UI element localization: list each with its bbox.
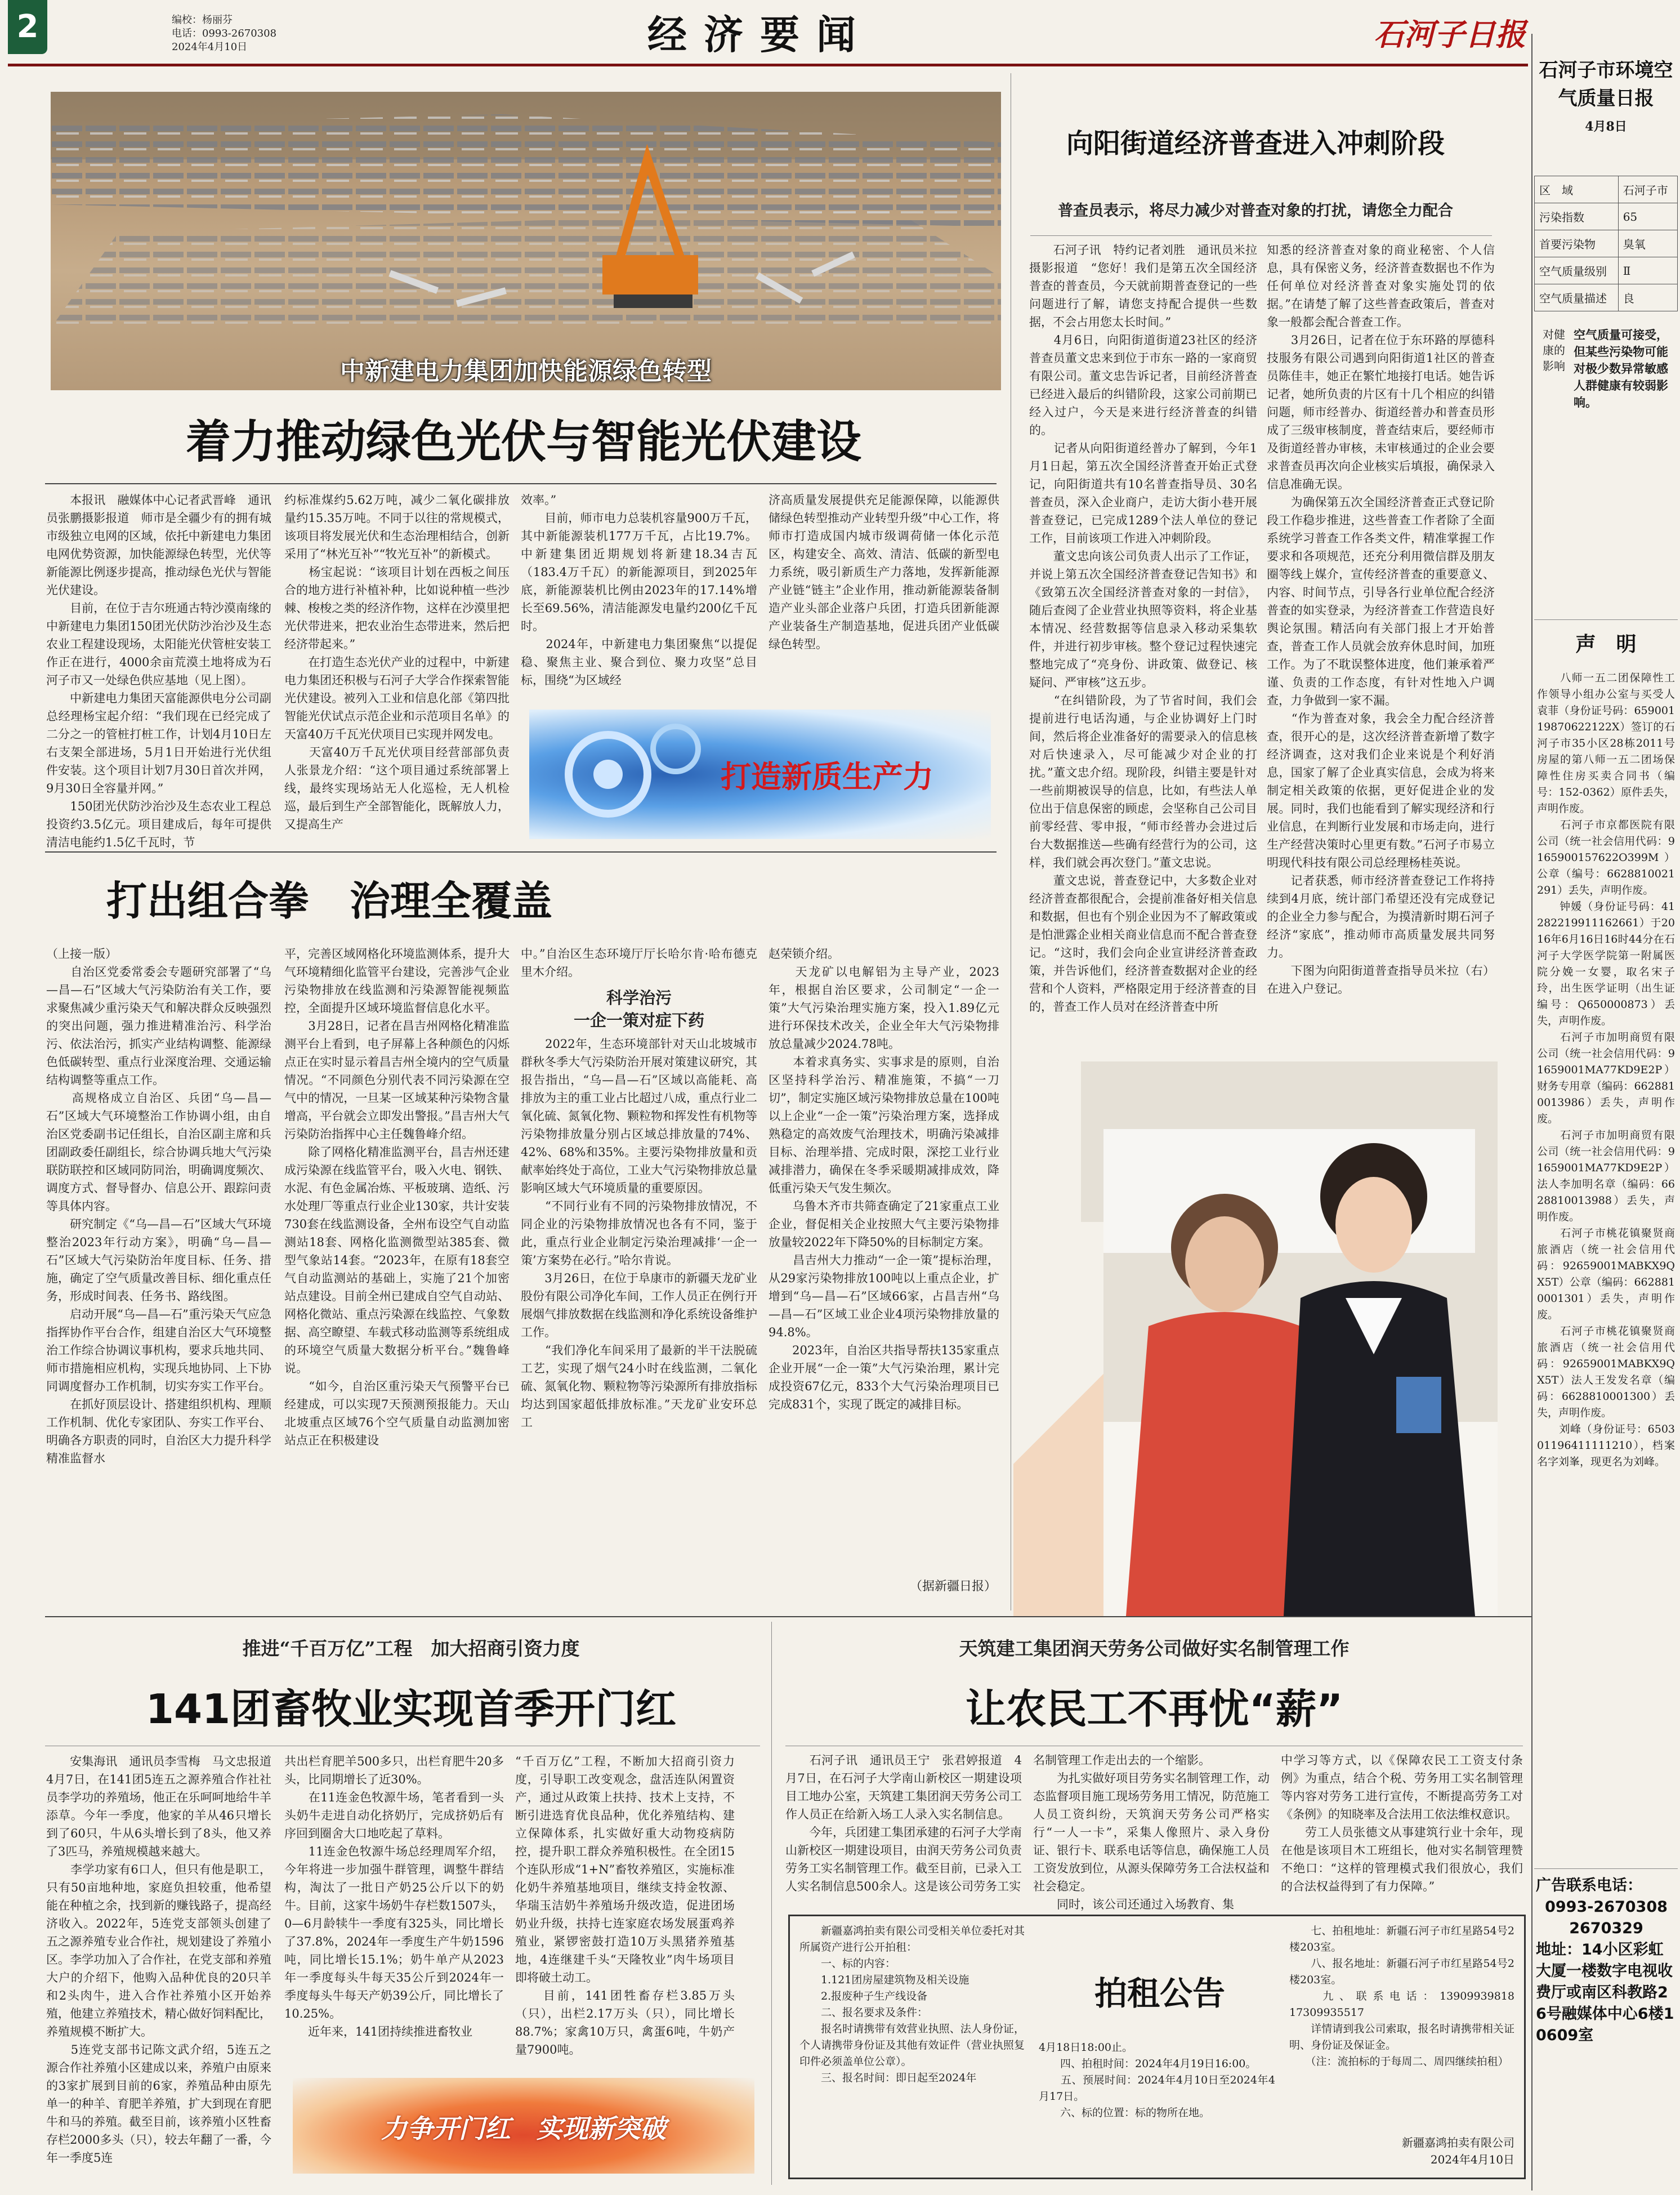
air-quality-table <box>1534 176 1678 311</box>
health-impact-label: 对健康的影响 <box>1543 328 1565 373</box>
ad-label: 广告联系电话： <box>1536 1877 1642 1894</box>
solar-construction-photo <box>51 92 1001 390</box>
auction-col1: 新疆嘉鸿拍卖有限公司受相关单位委托对其所属资产进行公开拍租： 一、标的内容： 1.121团房屋建筑物及相关设施 2.报废种子生产线设备 二、报名要求及条件： 报名时请携带有效营业执照、法人身份证，个人请携带身份证及其他有效证件（营业执照复印件必须盖单位公章）。 三、报名时间：即日起至2024年 <box>799 1925 1025 2084</box>
aq-label: 空气质量级别 <box>1535 257 1619 284</box>
article-census-col1: 石河子讯 特约记者刘胜 通讯员米拉摄影报道 “您好！我们是第五次全国经济普查的普查员，今天就前期普查登记的一些问题进行了解，请您支持配合提供一些数据，不会占用您太长时间。” 4月6日，向阳街道街道23社区的经济普查员董文忠来到位于市东一路的一家商贸有限公司。董文忠告诉记者，目前经济普查已经进入最后的纠错阶段，这家公司前期已经入过户，今天是来进行经济普查的纠错的。 记者从向阳街道经普办了解到，今年1月1日起，第五次全国经济普查开始正式登记，向阳街道共有10名普查指导员、30名普查员，深入企业商户，走访大街小巷开展普查登记，已完成1289个法人单位的登记工作，目前该项工作进入冲刺阶段。 董文忠向该公司负责人出示了工作证，并说上第五次全国经济普查登记告知书》和《致第五次全国经济普查对象的一封信》，随后查阅了企业营业执照等资料，将企业基本情况、经营数据等信息录入移动采集软件，并进行初步审核。整个登记过程快速完整地完成了“亮身份、讲政策、做登记、核疑问、严审核”这五步。 “在纠错阶段，为了节省时间，我们会提前进行电话沟通，与企业协调好上门时间，然后将企业准备好的需要录入的信息核对后快速录入，尽可能减少对企业的打扰。”董文忠介绍。现阶段，纠错主要是针对一些前期被误导的信息，比如，有些法人单位出于信息保密的顾虑，会坚称自己公司目前零经营、零申报，“师市经普办会进过后台大数据推送—些确有经营行为的公司，这样，我们就会再次登门。”董文忠说。 董文忠说，普查登记中，大多数企业对经济普查都很配合，会提前准备好相关信息和数据，但也有个别企业因为不了解政策或是怕泄露企业相关商业信息而不配合普查登记。“这时，我们会向企业宣讲经济普查政策，并告诉他们，经济普查数据对企业的经营和个人资料，严格限定用于经济普查的目的，普查工作人员对在经济普查中所 <box>1029 243 1257 1014</box>
divider <box>1534 619 1678 620</box>
article-pollution-col4: 赵荣锁介绍。 天龙矿以电解铝为主导产业，2023年，根据自治区要求，公司制定“一企一策”大气污染治理实施方案，投入1.89亿元进行环保技术改关，企业全年大气污染物排放总量减少2024.78吨。 本着求真务实、实事求是的原则，自治区坚持科学治污、精准施策，不搞“一刀切”，制定实施区域污染物排放总量在100吨以上企业“一企一策”污染治理方案，选择成熟稳定的高效废气治理技术，明确污染减排目标、治理举措、完成时限，深挖工业行业减排潜力，确保在冬季采暖期减排成效，降低重污染天气发生频次。 乌鲁木齐市共筛查确定了21家重点工业企业，督促相关企业按照大气主要污染物排放量较2022年下降50%的目标制定方案。 昌吉州大力推动“一企一策”提标治理，从29家污染物排放100吨以上重点企业，扩增到“乌—昌—石”区域66家，占昌吉州“乌—昌—石”区域工业企业4项污染物排放量的94.8%。 2023年，自治区共指导帮扶135家重点企业开展“一企一策”大气污染治理，累计完成投资67亿元，833个大气污染治理项目已完成831个，实现了既定的减排目标。 <box>768 947 999 1411</box>
article-pollution-col3: 中。”自治区生态环境厅厅长哈尔肯·哈布德克里木介绍。 2022年，生态环境部针对天山北坡城市群秋冬季大气污染防治开展对策建议研究，其报告指出，“乌—昌—石”区域以高能耗、高排放为主的重工业占比超过八成，重点行业二氧化硫、氮氧化物、颗粒物和挥发性有机物等污染物排放量分别占区域总排放量的74%、42%、68%和35%。主要污染物排放量和贡献率始终处于高位，工业大气污染物排放总量影响区域大气环境质量的重要原因。 “不同行业有不同的污染物排放情况，不同企业的污染物排放情况也各有不同，鉴于此，重点行业企业制定污染治理减排‘一企一策’方案势在必行。”哈尔肯说。 3月26日，在位于阜康市的新疆天龙矿业股份有限公司净化车间，工作人员正在例行开展烟气排放数据在线监测和净化系统设备维护工作。 “我们净化车间采用了最新的半干法脱硫工艺，实现了烟气24小时在线监测，二氧化硫、氮氧化物、颗粒物等污染源所有排放指标均达到国家超低排放标准。”天龙矿业安环总工 <box>521 947 757 1429</box>
aq-label: 首要污染物 <box>1535 230 1619 257</box>
subhead-line1: 科学治污 <box>606 988 672 1007</box>
paper-logo: 石河子日报 <box>1374 16 1526 52</box>
article-livestock-col1: 安集海讯 通讯员李雪梅 马文忠报道 4月7日，在141团5连五之源养殖合作社社员李学功的养殖场，他正在乐呵呵地给牛羊添草。今年一季度，他家的羊从46只增长到了60只，牛从6头增长到了8头，他又养了3匹马，养殖规模越来越大。 李学功家有6口人，但只有他是职工，只有50亩地种地，家庭负担较重，他希望能在种植之余，找到新的赚钱路子，提高经济收入。2022年，5连党支部领头创建了五之源养殖专业合作社，规划建设了养殖小区。李学功加入了合作社，在党支部和养殖大户的介绍下，他购入品种优良的20只羊和2头肉牛，进入合作社养殖小区开始养殖，他建立养殖技术，精心做好饲料配比，养殖规模不断扩大。 5连党支部书记陈文武介绍，5连五之源合作社养殖小区建成以来，养殖户由原来的3家扩展到目前的6家，养殖品种由原先单一的种羊、育肥羊养殖，扩大到现在育肥牛和马的养殖。截至目前，该养殖小区牲畜存栏2000多头（只），较去年翻了一番，今年一季度5连 <box>46 1755 271 2165</box>
ad-contact <box>1536 1875 1677 2046</box>
aq-label: 区 域 <box>1535 176 1619 203</box>
article-livestock-col2: 共出栏育肥羊500多只，出栏育肥牛20多头，比同期增长了近30%。 在11连金色牧源牛场，笔者看到一头头奶牛走进自动化挤奶厅，完成挤奶后有序回到圈舍大口地吃起了草料。 11连金色牧源牛场总经理周军介绍，今年将进一步加强牛群管理，调整牛群结构，淘汰了一批日产奶25公斤以下的奶牛。目前，这家牛场奶牛存栏数1507头，0—6月龄犊牛一季度有325头，同比增长了37.8%，2024年一季度生产牛奶1596吨，同比增长15.1%；奶牛单产从2023年一季度每头牛每天35公斤到2024年一季度每头牛每天产奶39公斤，同比增长了10.25%。 近年来，141团持续推进畜牧业 <box>284 1755 504 2038</box>
article-solar-title: 着力推动绿色光伏与智能光伏建设 <box>186 416 861 468</box>
auction-title: 拍租公告 <box>1094 1974 1225 2013</box>
subhead-line2: 一企一策对症下药 <box>573 1011 704 1030</box>
page-number: 2 <box>8 0 47 54</box>
article-wage-col1: 石河子讯 通讯员王宁 张君婷报道 4月7日，在石河子大学南山新校区一期建设项目工地办公室，天筑建工集团润天劳务公司工作人员正在给新入场工人录入实名制信息。 今年，兵团建工集团承建的石河子大学南山新校区一期建设项目，由润天劳务公司负责劳务工实名制管理工作。截至目前，已录入工人实名制信息500余人。这是该公司劳务工实 <box>785 1754 1022 1893</box>
photo-caption: 中新建电力集团加快能源绿色转型 <box>340 357 712 386</box>
aq-row-pollutant <box>1535 230 1678 257</box>
aq-row-level <box>1535 257 1678 284</box>
ad-phone2: 2670329 <box>1569 1920 1643 1937</box>
census-photo <box>1081 1061 1498 1616</box>
article-wage-col3: 中学习等方式，以《保障农民工工资支付条例》为重点，结合个税、劳务用工实名制管理等内容对劳务工进行宣传，不断提高劳务工对《条例》的知晓率及合法用工依法维权意识。 劳工人员张德文从事建筑行业十余年，现在他是该项目木工班组长，他对实名制管理赞不绝口：“这样的管理模式我们很放心，我们的合法权益得到了有力保障。” <box>1281 1754 1523 1893</box>
declaration-title: 声 明 <box>1575 633 1637 656</box>
ad-address: 地址：14小区彩虹大厦一楼数字电视收费厅或南区科教路26号融媒体中心6楼10609室 <box>1536 1941 1674 2044</box>
column-rule <box>771 1622 772 2185</box>
aq-row-region <box>1535 176 1678 203</box>
article-census-col2: 知悉的经济普查对象的商业秘密、个人信息，具有保密义务，经济普查数据也不作为任何单位对经济普查对象实施处罚的依据。”在请楚了解了这些普查政策后，普查对象一般都会配合普查工作。 3月26日，记者在位于东环路的厚德科技服务有限公司遇到向阳街道1社区的普查员陈佳丰，她正在繁忙地接打电话。她告诉记者，她所负责的片区有十几个相应的纠错问题，师市经普办、街道经普办和普查员形成了三级审核制度，普查结束后，要经师市及街道经普办审核，未审核通过的企业会要求普查员再次向企业核实后填报，确保录入信息准确无误。 为确保第五次全国经济普查正式登记阶段工作稳步推进，这些普查工作者除了全面系统学习普查工作各类文件，精准掌握工作要求和各项规范，还充分利用微信群及朋友圈等线上媒介，宣传经济普查的重要意义、内容、时间节点，引导各行业单位配合经济普查的如实登录，为经济普查工作营造良好舆论氛围。精活向有关部门报上才开始普查，普查工作人员就会放弃休息时间，加班工作。为了不耽误整体进度，他们兼承着严谨、负责的工作态度，有针对性地入户调查，力争做到一家不漏。 “作为普查对象，我会全力配合经济普查，很开心的是，这次经济普查新增了数字经济调查，这对我们企业来说是个利好消息，国家了解了企业真实信息，会成为将来制定相关政策的依据，更好促进企业的发展。同时，我们也能看到了解实现经济和行业信息，在判断行业发展和市场走向，进行生产经营决策时心里更有数。”石河子市易立明现代科技有限公司总经理杨桂英说。 记者获悉，师市经济普查登记工作将持续到4月底，统计部门希望还没有完成登记的企业全力参与配合，为摸清新时期石河子经济“家底”，推动师市高质量发展共同努力。 下图为向阳街道普查指导员米拉（右）在进入户登记。 <box>1267 243 1495 996</box>
aq-label: 空气质量描述 <box>1535 284 1619 311</box>
editor-phone: 电话：0993-2670308 <box>172 28 277 39</box>
divider <box>45 483 997 484</box>
article-livestock-title: 141团畜牧业实现首季开门红 <box>145 1685 677 1733</box>
aq-label: 污染指数 <box>1535 203 1619 230</box>
aq-row-description <box>1535 284 1678 311</box>
divider <box>1534 1868 1678 1869</box>
article-solar-col2: 约标准煤约5.62万吨，减少二氧化碳排放量约15.35万吨。不同于以往的常规模式，该项目将发展光伏和生态治理相结合，创新采用了“林光互补”“牧光互补”的新模式。 杨宝起说：“该项目计划在西板之间压合的地方进行补植补种，比如说种植一些沙棘、梭梭之类的经济作物，这样在沙漠里把光伏带进来，把农业治生态带进来，然后把经济带起来。” 在打造生态光伏产业的过程中，中新建电力集团还积极与石河子大学合作探索智能光伏建设。被列入工业和信息化部《第四批智能光伏试点示范企业和示范项目名单》的天富40万千瓦光伏项目已实现并网发电。 天富40万千瓦光伏项目经营部部负责人张景龙介绍：“这个项目通过系统部署上线，最终实现场站无人化巡检，无人机检巡，最后到生产全部智能化，既解放人力，又提高生产 <box>284 493 510 831</box>
article-source: （据新疆日报） <box>909 1580 997 1594</box>
photo-illustration <box>51 92 1001 390</box>
auction-company: 新疆嘉鸿拍卖有限公司 <box>1402 2136 1514 2149</box>
article-census-subtitle: 普查员表示，将尽力减少对普查对象的打扰，请您全力配合 <box>1058 202 1453 220</box>
section-title: 经济要闻 <box>647 12 873 58</box>
article-wage-kicker: 天筑建工集团润天劳务公司做好实名制管理工作 <box>959 1638 1350 1659</box>
article-livestock-col3: “千百万亿”工程，不断加大招商引资力度，引导职工改变观念，盘活连队闲置资产，通过从政策上扶持、技术上支持，不断引进选育优良品种，优化养殖结构、建立保障体系，扎实做好重大动物疫病防控，提升职工群众养殖积极性。在全团15个连队形成“1+N”畜牧养殖区，实施标准化奶牛养殖基地项目，继续支持金牧源、华瑞玉洁奶牛养殖场升级改造，促进团场奶业升级，扶持七连家庭农场发展蛋鸡养殖业，紧锣密鼓打造10万头黑猪养殖基地，4连继建千头“天隆牧业”肉牛场项目即将破土动工。 目前，141团牲畜存栏3.85万头（只），出栏2.17万头（只），同比增长88.7%；家禽10万只，禽蛋6吨，牛奶产量7900吨。 <box>515 1755 735 2056</box>
aq-value: 65 <box>1618 203 1677 230</box>
slogan-text: 力争开门红 实现新突破 <box>381 2113 666 2144</box>
editor-info <box>172 14 318 54</box>
auction-signature <box>1289 2134 1514 2168</box>
pollution-subhead <box>521 987 757 1032</box>
issue-date: 2024年4月10日 <box>172 41 248 53</box>
banner-text: 打造新质生产力 <box>721 759 933 795</box>
divider <box>45 851 997 853</box>
divider <box>1030 235 1492 236</box>
article-solar-col3: 效率。” 目前，师市电力总装机容量900万千瓦，其中新能源装机177万千瓦，占比19.7%。中新建集团近期规划将新建18.34吉瓦（183.4万千瓦）的新能源项目，到2025年底，新能源装机比例由2023年的17.14%增长至69.56%，清洁能源发电量约200亿千瓦时。 2024年，中新建电力集团聚焦“以提促稳、聚焦主业、聚合到位、聚力攻坚”总目标，围绕“为区域经 <box>521 493 757 687</box>
auction-col2: 4月18日18:00止。 四、拍租时间：2024年4月19日16:00。 五、预展时间：2024年4月10日至2024年4月17日。 六、标的位置：标的物所在地。 <box>1039 2041 1275 2119</box>
article-solar-col1: 本报讯 融媒体中心记者武晋峰 通讯员张鹏摄影报道 师市是全疆少有的拥有城市级独立电网的区域，依托中新建电力集团电网优势资源，加快能源绿色转型，光伏等新能源比例逐步提高，推动绿色光伏与智能光伏建设。 目前，在位于吉尔班通古特沙漠南缘的中新建电力集团150团光伏防沙治沙及生态农业工程建设现场，太阳能光伏管桩安装工作正在进行，4000余亩荒漠土地将成为石河子市又一处绿色供应基地（见上图）。 中新建电力集团天富能源供电分公司副总经理杨宝起介绍：“我们现在已经完成了二分之一的管桩打桩工作，计划4月10日左右支架全部进场，5月1日开始进行光伏组件安装。这个项目计划7月30日首次并网，9月30日全容量并网。” 150团光伏防沙治沙及生态农业工程总投资约3.5亿元。项目建成后，每年可提供清洁电能约1.5亿千瓦时，节 <box>46 493 271 849</box>
article-census-title: 向阳街道经济普查进入冲刺阶段 <box>1066 128 1445 159</box>
aq-value: 臭氧 <box>1618 230 1677 257</box>
slogan-banner <box>293 2078 754 2174</box>
declaration-text: 八师一五二团保障性工作领导小组办公室与买受人袁菲（身份证号码：65900119870622122X）签订的石河子市35小区28栋2011号房屋的第八师一五二团场保障性住房买卖合同书（编号：152-0362）原件丢失，声明作废。 石河子市京都医院有限公司（统一社会信用代码：9165900157622O399M）公章（编号：6628810021291）丢失，声明作废。 钟媛（身份证号码：41282219911162661）于2016年6月16日16时44分在石河子大学医学院第一附属医院分娩一女婴，取名宋子玲，出生医学证明（出生证编号：Q650000873）丢失，声明作废。 石河子市加明商贸有限公司（统一社会信用代码：91659001MA77KD9E2P）财务专用章（编码：6628810013986）丢失，声明作废。 石河子市加明商贸有限公司（统一社会信用代码：91659001MA77KD9E2P）法人李加明名章（编码：6628810013988）丢失，声明作废。 石河子市桃花镇聚贤商旅酒店（统一社会信用代码：92659001MABKX9QX5T）公章（编码：6628810001301）丢失，声明作废。 石河子市桃花镇聚贤商旅酒店（统一社会信用代码：92659001MABKX9QX5T）法人王发发名章（编码：6628810001300）丢失，声明作废。 刘峰（身份证号：650301196411111210），档案名字刘峯，现更名为刘峰。 <box>1537 672 1675 1468</box>
air-quality-date: 4月8日 <box>1585 119 1627 134</box>
ad-phone1: 0993-2670308 <box>1545 1898 1668 1916</box>
census-photo-illustration <box>1081 1061 1498 1616</box>
aq-value: 石河子市 <box>1618 176 1677 203</box>
census-bg-triangle <box>1013 1222 1103 1616</box>
divider <box>45 1616 1531 1617</box>
auction-date: 2024年4月10日 <box>1430 2153 1514 2166</box>
article-pollution-title: 打出组合拳 治理全覆盖 <box>106 877 552 925</box>
article-solar-col4: 济高质量发展提供充足能源保障，以能源供储绿色转型推动产业转型升级”中心工作，将师市打造成国内城市级调荷储一体化示范区，构建安全、高效、清洁、低碳的新型电力系统，吸引新质生产力落地，发挥新能源产业链“链主”企业作用，推动新能源装备制造产业头部企业落户兵团，打造兵团新能源产业装备生产制造基地，促进兵团产业低碳绿色转型。 <box>768 493 999 651</box>
aq-row-index <box>1535 203 1678 230</box>
article-pollution-col1: （上接一版） 自治区党委常委会专题研究部署了“乌—昌—石”区域大气污染防治有关工作，要求聚焦减少重污染天气和解决群众反映强烈的突出问题，强力推进精准治污、科学治污、依法治污，抓实产业结构调整、能源绿色低碳转型、重点行业深度治理、交通运输结构调整等重点工作。 高规格成立自治区、兵团“乌—昌—石”区域大气环境整治工作协调小组，由自治区党委副书记任组长，自治区副主席和兵团副政委任副组长，综合协调兵地大气污染联防联控和区域同防同治，明确调度频次、调度方式、督导督办、信息公开、跟踪问责等具体内容。 研究制定《“乌—昌—石”区域大气环境整治2023年行动方案》，明确“乌—昌—石”区域大气污染防治年度目标、任务、措施，确定了空气质量改善目标、细化重点任务，形成时间表、任务书、路线图。 启动开展“乌—昌—石”重污染天气应急指挥协作平台合作，组建自治区大气环境整治工作综合协调议事机构，要求兵地共同、师市措施相应机构，实现兵地协同、上下协同调度督办工作机制，切实夯实工作平台。 在抓好顶层设计、搭建组织机构、理顺工作机制、优化专家团队、夯实工作平台、明确各方职责的同时，自治区大力提升科学精准监督水 <box>46 947 271 1465</box>
article-wage-title: 让农民工不再忧“薪” <box>965 1685 1343 1733</box>
article-pollution-col2: 平，完善区域网格化环境监测体系，提升大气环境精细化监管平台建设，完善涉气企业污染物排放在线监测和污染源智能视频监控，全面提升区域环境监督信息化水平。 3月28日，记者在昌吉州网格化精准监测平台上看到，电子屏幕上各种颜色的闪烁点正在实时显示着昌吉州全境内的空气质量情况。“不同颜色分别代表不同污染源在空气中的情况，一旦某一区域某种污染物含量增高，平台就会立即发出警报。”昌吉州大气污染防治指挥中心主任魏鲁峰介绍。 除了网格化精准监测平台，昌吉州还建成污染源在线监管平台，吸入火电、钢铁、水泥、有色金属冶炼、平板玻璃、造纸、污水处理厂等重点行业企业130家，共计安装730套在线监测设备，全州布设空气自动监测站18套、网格化监测微型站385套、微型气象站14套。“2023年，在原有18套空气自动监测站的基础上，实施了21个加密站点建设。目前全州已建成自空气自动站、网格化微站、重点污染源在线监控、气象数据、高空瞭望、车载式移动监测等系统组成的环境空气质量大数据分析平台。”魏鲁峰说。 “如今，自治区重污染天气预警平台已经建成，可以实现7天预测预报能力。天山北坡重点区域76个空气质量自动监测加密站点正在积极建设 <box>284 947 510 1447</box>
health-impact-text: 空气质量可接受，但某些污染物可能对极少数异常敏感人群健康有较弱影响。 <box>1574 328 1668 409</box>
aq-value: 良 <box>1618 284 1677 311</box>
article-livestock-kicker: 推进“千百万亿”工程 加大招商引资力度 <box>242 1638 580 1659</box>
innovation-banner <box>529 710 991 839</box>
auction-col3: 七、拍租地址：新疆石河子市红星路54号2楼203室。 八、报名地址：新疆石河子市红星路54号2楼203室。 九、联系电话：13909939818 17309935517 详情请到我公司索取，报名时请携带相关证明、身份证及保证金。 （注：流拍标的于每周二、周四继续拍租） <box>1289 1925 1514 2068</box>
article-wage-col2: 名制管理工作走出去的一个缩影。 为扎实做好项目劳务实名制管理工作，动态监督项目施工现场劳务用工情况，防范施工人员工资纠纷，天筑润天劳务公司严格实行“一人一卡”，采集人像照片、录入身份证、银行卡、联系电话等信息，确保施工人员工资发放到位，从源头保障劳务工合法权益和社会稳定。 同时，该公司还通过入场教育、集 <box>1033 1754 1270 1911</box>
air-quality-title: 石河子市环境空气质量日报 <box>1539 59 1673 110</box>
aq-value: Ⅱ <box>1618 257 1677 284</box>
editor-name: 编校：杨丽芬 <box>172 14 233 26</box>
